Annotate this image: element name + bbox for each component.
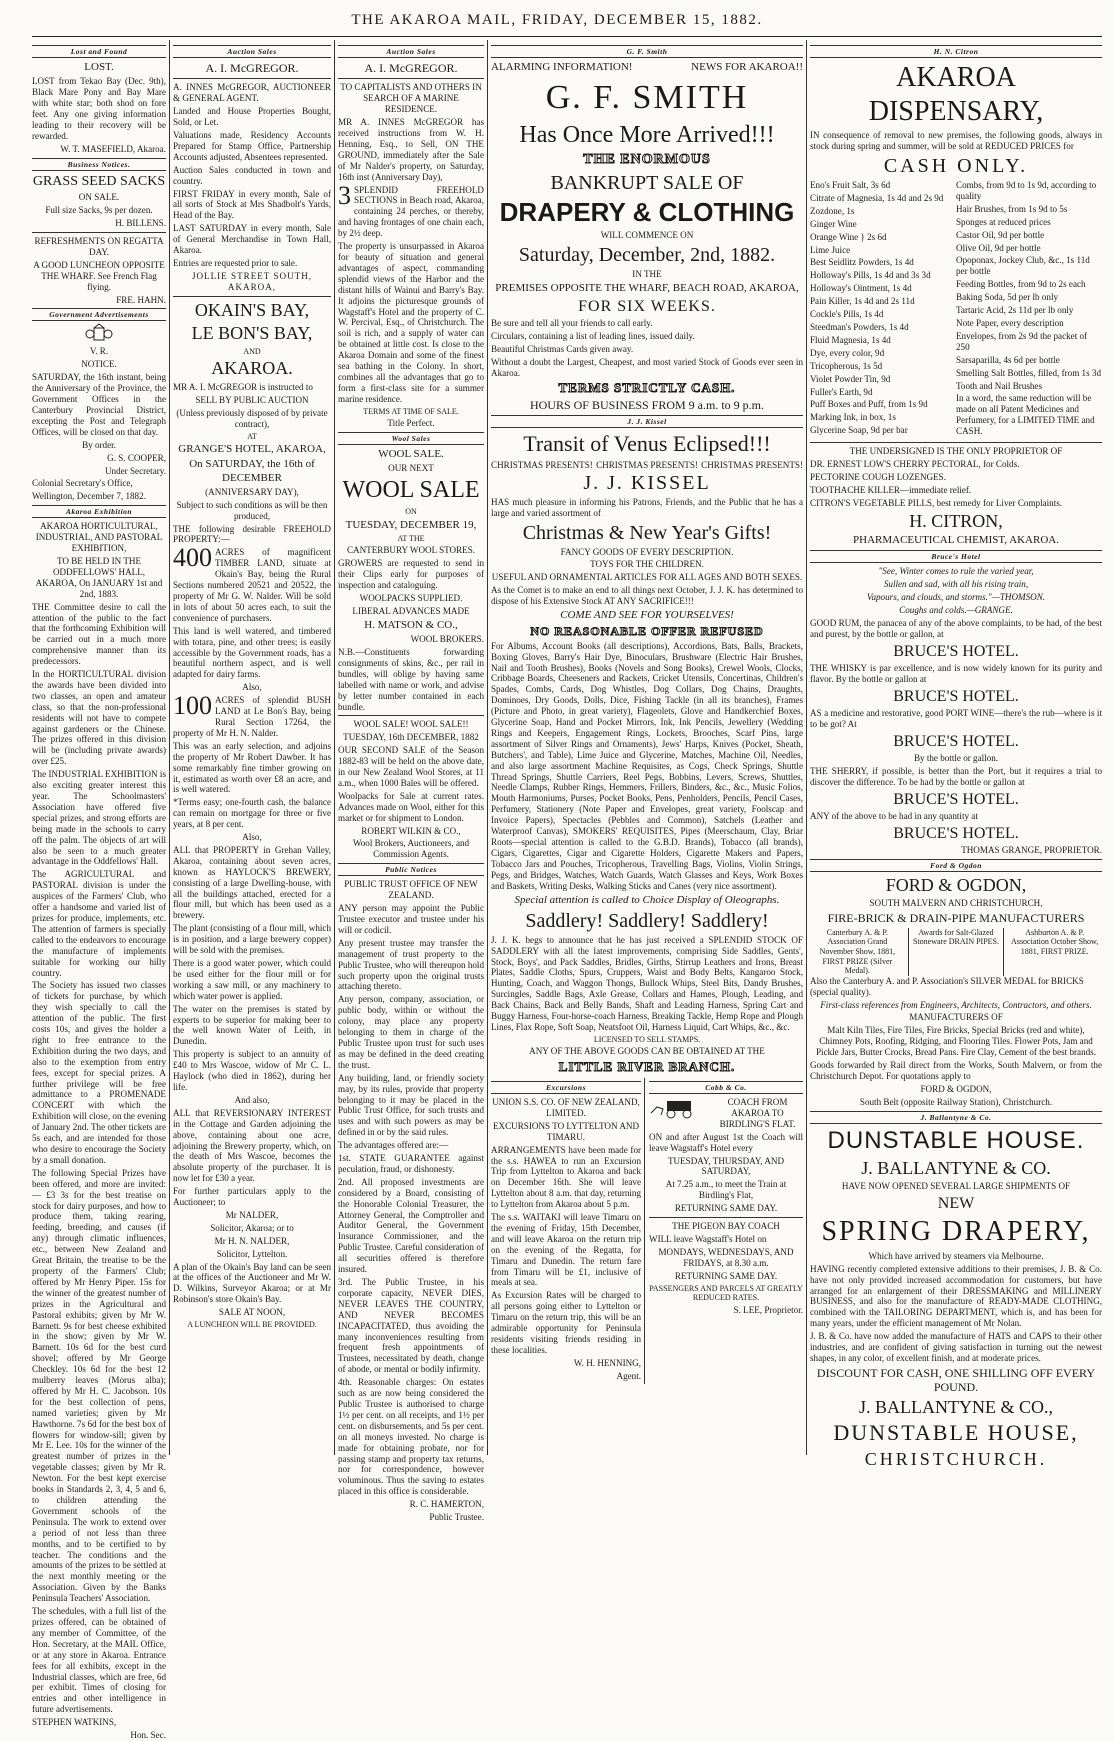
- okain-at: AT: [247, 431, 257, 441]
- lot-number: 400: [173, 543, 212, 573]
- column-divider: [169, 40, 170, 1455]
- price-list-right: [956, 180, 1102, 439]
- wool-next: OUR NEXT: [388, 463, 434, 474]
- exh-paragraph: In the HORTICULTURAL division the awards have been divided into two classes, an open and amateur class, so that the non-professional residents will not have to compete against gardeners or the Chinese. The prizes offered in this division will be (including private awards) over £25.: [32, 669, 166, 767]
- wool-sale-2-date: TUESDAY, 16th DECEMBER, 1882: [343, 732, 479, 743]
- lot-paragraph: The water on the premises is stated by experts to be superior for making beer to the well known Water of Leith, in Dunedin.: [173, 1003, 331, 1047]
- dunstable-house: DUNSTABLE HOUSE.: [827, 1126, 1085, 1154]
- gov-body: SATURDAY, the 16th instant, being the Anniversary of the Province, the Government Offices in the Canterbury Provincial District, excepting the Post and Telegraph Offices, will be closed on that day.: [32, 372, 166, 437]
- alarm: ALARMING INFORMATION!: [491, 61, 633, 73]
- exh-paragraph: The AGRICULTURAL and PASTORAL division is under the auspices of the Farmers' Club, who offer a handsome and varied list of prizes for produce, implements, etc. The attention of farmers is specially called to the endeavors to encourage the manufacture of implements suitable for working our hilly country.: [32, 869, 166, 978]
- liberal: LIBERAL ADVANCES MADE: [352, 605, 470, 616]
- okain-conditions: Subject to such conditions as will be then produced,: [176, 499, 328, 521]
- auction-paragraph: Valuations made, Residency Accounts Prepared for Stamp Office, Partnership Accounts adjusted, Absentees represented.: [173, 130, 331, 162]
- lot-paragraph: This land is well watered, and timbered with totara, pine, and other trees; is easily accessible by the Government roads, has a beautiful northern aspect, and is well adapted for dairy farms.: [173, 625, 331, 680]
- notice-title: NOTICE.: [81, 359, 117, 370]
- any-of-above: ANY OF THE ABOVE GOODS CAN BE OBTAINED AT THE: [529, 1046, 765, 1057]
- saddlery: Saddlery! Saddlery! Saddlery!: [525, 909, 769, 932]
- dispensary: AKAROA DISPENSARY,: [868, 62, 1044, 127]
- refresh-title: REFRESHMENTS ON REGATTA DAY.: [34, 236, 164, 257]
- whisky-paragraph: THE WHISKY is par excellence, and is now widely known for its purity and flavor. By the bottle or gallon at: [810, 662, 1102, 684]
- divider: [649, 1217, 803, 1218]
- okain-sell: SELL BY PUBLIC AUCTION: [195, 394, 309, 405]
- public-trust-paragraph: 4th. Reasonable charges: On estates such as are now being considered the Public Trustee is authorised to charge 1½ per cent. on all receipts, and 1½ per cent. on disbursements, and 5s per cent. on all moneys invested. No charge is made for obtaining probate, nor for passing stamp and property tax returns, nor for correspondence, however voluminous. Thus the saving to estates placed in this office is considerable.: [338, 1377, 484, 1497]
- public-trust-paragraph: 3rd. The Public Trustee, in his corporate capacity, NEVER DIES, NEVER LEAVES THE COUNTRY, AND NEVER BECOMES INCAPACITATED, thus avoiding the many inconveniences resulting from frequent fresh appointments of Trustees, necessitated by death, change of abode, or mental or bodily infirmity.: [338, 1277, 484, 1375]
- also: And also,: [234, 1094, 270, 1105]
- remedy-line: TOOTHACHE KILLER—immediate relief.: [810, 484, 972, 495]
- lot-terms: *Terms easy; one-fourth cash, the balance can remain on mortgage for three or five years, at 8 per cent.: [173, 797, 331, 830]
- auctioneer-name: A. I. McGREGOR.: [205, 61, 299, 75]
- discount: DISCOUNT FOR CASH, ONE SHILLING OFF EVERY POUND.: [816, 1365, 1096, 1395]
- wool-big: WOOL SALE: [342, 477, 480, 504]
- lot-paragraph: There is a good water power, which could be used either for the flour mill or for working a saw mill, or any machinery to which water power is applied.: [173, 958, 331, 1001]
- new: NEW: [937, 1195, 975, 1212]
- price-item: Fluid Magnesia, 1s 4d: [810, 334, 891, 345]
- wool-date: TUESDAY, DECEMBER 19,: [345, 518, 477, 531]
- lot-paragraph: The plant (consisting of a flour mill, which is in position, and a large brewery copper) will be sold with the premises.: [173, 923, 331, 956]
- sections-body: SPLENDID FREEHOLD SECTIONS in Beach road, Akaroa, containing 24 perches, or thereby, and having frontages of one chain each, by 2½ deep.: [338, 184, 484, 239]
- public-trust-signature: Public Trustee.: [429, 1512, 484, 1523]
- solicitor: Mr NALDER,: [225, 1209, 279, 1220]
- returning: RETURNING SAME DAY.: [674, 1270, 778, 1281]
- exh-paragraph: The INDUSTRIAL EXHIBITION is also exciting greater interest this year. The Schoolmasters' Association have offered five special prizes, and strong efforts are being made in the schools to carry off the palm. The objects of art will also be seen to a much greater advantage in the Oddfellows' Hall.: [32, 769, 166, 867]
- public-trust-title: PUBLIC TRUST OFFICE OF NEW ZEALAND.: [344, 879, 478, 901]
- section-header: Akaroa Exhibition: [32, 505, 166, 518]
- okain-date: On SATURDAY, the 16th of DECEMBER: [189, 458, 315, 484]
- ballantyne-sig: J. BALLANTYNE & CO.,: [859, 1396, 1053, 1417]
- grass-body: Full size Sacks, 9s per dozen.: [45, 205, 153, 216]
- wool-on: ON: [405, 507, 417, 517]
- price-item: Glycerine Soap, 9d per bar: [810, 425, 908, 436]
- section-header: Ford & Ogdon: [810, 859, 1102, 872]
- price-item: In a word, the same reduction will be made on all Patent Medicines and Perfumery, for a LIMITED TIME and CASH.: [956, 393, 1095, 437]
- news: NEWS FOR AKAROA!!: [691, 61, 803, 73]
- saddlery-paragraph: J. J. K. begs to announce that he has just received a SPLENDID STOCK OF SADDLERY with all the latest improvements, comprising Side Saddles, Gents', Stock, Boys', and Pack Saddles, Bridles, Girths, Stirrup Leathers and Irons, Breast Plates, Saddle Cloths, Spurs, Cruppers, Waist and Body Belts, Kangaroo Stock, Hunting, Coach, and Waggon Thongs, Bullock Whips, Steel Bits, Dandy Brushes, Surcingles, Saddle Bags, Axle Grease, Collars and Hames, Plough, Leading, and Back Chains, Back and Belly Bands, Shaft and Leading Harness, Spring Cart and Buggy Harness, Four-horse-coach Harness, Breaking Tackle, Hemp Rope and Plough Lines, Flax Rope, Soft Soap, Neatsfoot Oil, Harness Liquid, Cart Whips, &c., &c.: [491, 934, 803, 1032]
- exh-title: AKAROA HORTICULTURAL, INDUSTRIAL, AND PASTORAL EXHIBITION,: [35, 521, 163, 554]
- six-weeks: FOR SIX WEEKS.: [578, 297, 716, 315]
- bruce-hotel: BRUCE'S HOTEL.: [893, 790, 1019, 808]
- lost-title: LOST.: [84, 61, 114, 73]
- price-item: Pain Killer, 1s 4d and 2s 11d: [810, 296, 915, 307]
- also-canterbury: Also the Canterbury A. and P. Association's SILVER MEDAL for BRICKS (special quality).: [810, 975, 1084, 997]
- auction-paragraph: Entries are requested prior to sale.: [173, 257, 298, 268]
- auction-paragraph: Landed and House Properties Bought, Sold, or Let.: [173, 106, 331, 128]
- ballantyne-paragraph: J. B. & Co. have now added the manufacture of HATS and CAPS to their other industries, and are confident of giving satisfaction in turning out the newest shapes, in any color, of excellent finish, and at moderate prices.: [810, 1331, 1102, 1363]
- public-trust-advantages: The advantages offered are:—: [338, 1140, 449, 1151]
- gov-sig: Wellington, December 7, 1882.: [32, 491, 146, 502]
- exh-held: TO BE HELD IN THE ODDFELLOWS' HALL, AKAROA, On JANUARY 1st and 2nd, 1883.: [35, 555, 163, 599]
- excursion-signature: W. H. HENNING,: [573, 1357, 642, 1368]
- price-item: Envelopes, from 2s 9d the packet of 250: [956, 330, 1088, 352]
- column-divider: [806, 40, 807, 1455]
- lot-paragraph: This property is subject to an annuity of £40 to Mrs Wascoe, widow of Mr C. L. Haylock (who died in 1862), during her life.: [173, 1049, 331, 1092]
- ford-name: FORD & OGDON,: [885, 874, 1027, 895]
- terms: TERMS AT TIME OF SALE.: [363, 406, 459, 416]
- vr: V. R.: [89, 346, 109, 357]
- okain-place: GRANGE'S HOTEL, AKAROA,: [178, 443, 326, 456]
- solicitor: Solicitor, Akaroa; or to: [210, 1222, 294, 1233]
- price-item: Opoponax, Jockey Club, &c., 1s 11d per bottle: [956, 255, 1090, 277]
- price-item: Baking Soda, 5d per lb only: [956, 292, 1059, 303]
- kissel-paragraph: HAS much pleasure in informing his Patrons, Friends, and the Public that he has a large and varied assortment of: [491, 496, 803, 518]
- masthead: THE AKAROA MAIL, FRIDAY, DECEMBER 15, 1882.: [351, 12, 763, 28]
- lot-number: 100: [173, 691, 212, 721]
- pigeon-title: THE PIGEON BAY COACH: [672, 1221, 780, 1232]
- little-river: LITTLE RIVER BRANCH.: [558, 1059, 736, 1075]
- lost-signature: W. T. MASEFIELD, Akaroa.: [60, 143, 166, 154]
- auction-paragraph: Auction Sales conducted in town and country.: [173, 164, 331, 186]
- poem-line: Vapours, and clouds, and storms."—THOMSON.: [866, 592, 1046, 603]
- price-item: Smelling Salt Bottles, filled, from 1s 3d: [956, 367, 1101, 378]
- price-item: Marking Ink, in box, 1s: [810, 412, 896, 423]
- bruce-hotel: BRUCE'S HOTEL.: [893, 642, 1019, 660]
- auctioneer-name: A. I. McGREGOR.: [364, 61, 458, 75]
- section-header: Cobb & Co.: [649, 1081, 803, 1094]
- come-and-see: COME AND SEE FOR YOURSELVES!: [560, 609, 734, 622]
- price-item: Orange Wine } 2s 6d: [810, 231, 887, 242]
- gifts: Christmas & New Year's Gifts!: [522, 521, 772, 544]
- premises: PREMISES OPPOSITE THE WHARF, BEACH ROAD, AKAROA,: [495, 281, 799, 294]
- lost-body: LOST from Tekao Bay (Dec. 9th), Black Mare Pony and Bay Mare with white star; both shod on fore feet. Any one giving information leading to their recovery will be rewarded.: [32, 76, 166, 141]
- ballantyne: J. BALLANTYNE & CO.: [861, 1157, 1051, 1178]
- manufacturers-list: Malt Kiln Tiles, Fire Tiles, Fire Bricks, Special Bricks (red and white), Chimney Pots, Roofing, Ridging, and Flooring Tiles. Flower Pots, Jam and Pickle Jars, Butter Crocks, Bread Pans. Fire Clay, Cement of the best brands.: [815, 1025, 1096, 1058]
- ballantyne-paragraph: HAVING recently completed extensive additions to their premises, J. B. & Co. have not only provided increased accommodation for customers, but have arranged for an enlargement of their DRESSMAKING and MILLINERY BUSINESS, and also for the manufacture of READY-MADE CLOTHING, combined with the TAILORING DEPARTMENT, which is, and has been for many years, under the efficient management of Mr Nolan.: [810, 1263, 1102, 1329]
- wool-sale-2: WOOL SALE! WOOL SALE!!: [353, 719, 469, 730]
- grange-proprietor: THOMAS GRANGE, PROPRIETOR.: [961, 844, 1102, 855]
- award-left: Canterbury A. & P. Association Grand November Show, 1881, FIRST PRIZE (Silver Medal).: [819, 927, 896, 976]
- wool-sale: WOOL SALE.: [378, 448, 444, 461]
- public-trust-paragraph: Any present trustee may transfer the management of trust property to the Public Trustee, who will thereupon hold such property upon the original trusts attaching thereto.: [338, 937, 485, 992]
- goods-list: For Albums, Account Books (all descriptions), Accordions, Bats, Balls, Brackets, Boxing Gloves, Barry's Hair Dye, Binoculars, Brushware (Electric Hair Brushes, Nail and Tooth Brushes), Books (Novels and Song Books), Crewel Wools, Clocks, Cribbage Boards, Cheeseners and Rackets, Cricket Utensils, Concertinas, Children's Spades, Combs, Cards, Dog Whistles, Dog Collars, Dog Chains, Draughts, Dominoes, Dry Goods, Dolls, Dice, Fishing Tackle (in all its branches), Frames (Picture and Photo, in great variety), Flageolets, Glove and Handkerchief Boxes, Glycerine Soap, Hand and Pocket Mirrors, Ink, Ink Pencils, Jewellery (Wedding Rings and Keepers, Engagement Rings, Lockets, Brooches, Scarf Pins, large assortment of Silver Rings and Ornaments), Jews' Harps, Knives (Pocket, Sheath, Butchers', and Table), Lime Juice and Glycerine, Matches, Machine Oil, Needles, and also large assortment Machine Requisites, as Cogs, Check Springs, Shuttle Thread Springs, Shuttle Carriers, Reel Pegs, Bobbins, Levers, Screws, Shuttles, Needle Clamps, Rubber Rings, Hemmers, Frillers, Binders, &c., &c., Music Folios, Mouth Harmoniums, Purses, Pocket Books, Pens, Penholders, Pencils, Pencil Cases, Perfumery, Stationery (Note Paper and Envelopes, great variety, Foolscap and Invoice Papers), Spectacles (Pebbles and Common), Satchels (Leather and Waterproof Canvas), SMOKERS' REQUISITES, Pipes (Meerschaum, Clay, Briar Roots—special attention is called to the G.B.D. Brands), Tobacco (all brands), Cigars, Cigarettes, Cigar and Cigarette Holders, Cigarette Makers and Papers, Tobacco Jars and Pouches, Tricopherous, Travelling Bags, Violins, Violin Strings, Pegs, and Bridges, Watches, Watch Guards, Watch Glasses and Keys, Work Boxes and Baskets, Writing Desks, Walking Sticks and Canes (very nice assortment).: [491, 640, 803, 891]
- excursion-title: EXCURSIONS TO LYTTELTON AND TIMARU.: [492, 1120, 640, 1142]
- divider: [32, 232, 166, 233]
- also: Also,: [242, 832, 262, 843]
- section-header: Business Notices.: [32, 158, 166, 171]
- price-item: Feeding Bottles, from 9d to 2s each: [956, 279, 1086, 290]
- masthead-rule: [32, 36, 1102, 37]
- xmas-presents: CHRISTMAS PRESENTS!: [491, 459, 593, 470]
- poem-line: Coughs and colds.—GRANGE.: [899, 605, 1013, 616]
- public-trust-paragraph: ANY person may appoint the Public Trustee executor and trustee under his will or codicil.: [338, 903, 484, 935]
- exh-paragraph: THE Committee desire to call the attention of the public to the fact that the forthcoming Exhibition will be carried out in a much more comprehensive manner than its predecessors.: [32, 601, 166, 667]
- wool-at: AT THE: [397, 533, 425, 543]
- comet: As the Comet is to make an end to all things next October, J. J. K. has determined to dispose of his Extensive Stock AT ANY SACRIFICE!!!: [491, 585, 803, 607]
- oleographs: Special attention is called to Choice Display of Oleographs.: [514, 893, 780, 906]
- price-item: Sponges at reduced prices: [956, 216, 1051, 227]
- okain-heading: OKAIN'S BAY,: [194, 299, 310, 320]
- returning: RETURNING SAME DAY.: [674, 1203, 778, 1214]
- steamers: Which have arrived by steamers via Melbourne.: [868, 1250, 1044, 1261]
- public-trust-paragraph: 2nd. All proposed investments are considered by a Board, consisting of the Honorable Colonial Treasurer, the Attorney General, the Comptroller and Auditor General, the Government Insurance Commissioner, and the Public Trustee. Careful consideration of all securities offered is therefore insured.: [338, 1176, 484, 1275]
- no-reasonable-offer: NO REASONABLE OFFER REFUSED: [530, 624, 764, 639]
- excursion-paragraph: As Excursion Rates will be charged to all persons going either to Lyttelton or Timaru on the return trip, this will be an admirable opportunity for Peninsula residents visiting friends residing in these localities.: [491, 1290, 642, 1355]
- smith-line: Without a doubt the Largest, Cheapest, and most varied Stock of Goods ever seen in Akaroa.: [491, 356, 803, 378]
- stamps: LICENSED TO SELL STAMPS.: [593, 1034, 701, 1044]
- divider: [338, 715, 484, 716]
- bruce-hotel: BRUCE'S HOTEL.: [893, 824, 1019, 842]
- luncheon: A LUNCHEON WILL BE PROVIDED.: [187, 1320, 317, 1330]
- wilkin-sub: Wool Brokers, Auctioneers, and Commission Agents.: [352, 838, 470, 860]
- coach-paragraph: ON and after August 1st the Coach will leave Wagstaff's Hotel every: [649, 1131, 803, 1153]
- title-perfect: Title Perfect.: [387, 418, 435, 429]
- woolpacks: WOOLPACKS SUPPLIED.: [359, 593, 463, 604]
- price-item: Violet Powder Tin, 9d: [810, 373, 891, 384]
- award-right: Ashburton A. & P. Association October Show, 1881, FIRST PRIZE.: [1011, 927, 1099, 956]
- gov-sig: G. S. COOPER,: [107, 452, 166, 463]
- in-the: IN THE: [632, 268, 662, 279]
- bruce-hotel: BRUCE'S HOTEL.: [893, 732, 1019, 750]
- capitalists-title: TO CAPITALISTS AND OTHERS IN SEARCH OF A MARINE RESIDENCE.: [340, 82, 482, 115]
- divider: [173, 78, 331, 79]
- okain-heading: LE BON'S BAY,: [191, 323, 313, 344]
- cash-only: CASH ONLY.: [883, 155, 1029, 177]
- sole-proprietor: THE UNDERSIGNED IS THE ONLY PROPRIETOR OF: [849, 446, 1063, 457]
- section-header: Auction Sales: [338, 45, 484, 58]
- enormous: THE ENORMOUS: [583, 151, 711, 167]
- by-bottle: By the bottle or gallon.: [913, 752, 999, 763]
- price-item: Zozdone, 1s: [810, 205, 855, 216]
- auction-paragraph: FIRST FRIDAY in every month, Sale of all sorts of Stock at Mrs Shadbolt's Yards, Head of the Bay.: [173, 188, 331, 221]
- drapery: DRAPERY & CLOTHING: [499, 196, 795, 227]
- section-header: Public Notices: [338, 863, 484, 876]
- gov-sig: Colonial Secretary's Office,: [32, 478, 133, 489]
- price-item: Eno's Fruit Salt, 3s 6d: [810, 180, 891, 190]
- column-3: [338, 42, 485, 1523]
- okain-unless: (Unless previously disposed of by private contract),: [176, 407, 328, 429]
- kissel-name: J. J. KISSEL: [583, 471, 711, 494]
- matson: H. MATSON & CO.,: [364, 618, 458, 631]
- pigeon-days: MONDAYS, WEDNESDAYS, AND FRIDAYS, at 8.30 a.m.: [658, 1246, 794, 1268]
- divider: [173, 296, 331, 297]
- lot-paragraph: ALL that PROPERTY in Grehan Valley, Akaroa, containing about seven acres, known as HAYLOCK'S BREWERY, consisting of a large Dwelling-house, with all the buildings attached, erected for a flour mill, but which has been used as a brewery.: [173, 844, 331, 921]
- column-divider: [334, 40, 335, 1455]
- plan-notice: A plan of the Okain's Bay land can be seen at the offices of the Auctioneer and Mr W. D. Wilkins, Surveyor Akaroa; or at Mr Robinson's store Okain's Bay.: [173, 1261, 331, 1305]
- column-divider: [487, 40, 488, 1455]
- gov-sig: Under Secretary.: [104, 465, 166, 476]
- price-item: Tricopherous, 1s 5d: [810, 360, 883, 371]
- dunstable-house-2: DUNSTABLE HOUSE,: [833, 1420, 1079, 1446]
- section-header: Wool Sales: [338, 432, 484, 445]
- also: Also,: [242, 682, 262, 693]
- exh-signature: Hon. Sec.: [130, 1730, 166, 1741]
- solicitor: Solicitor, Lyttelton.: [216, 1248, 288, 1259]
- price-item: Puff Boxes and Puff, from 1s 9d: [810, 399, 928, 410]
- lot-paragraph: ALL that REVERSIONARY INTEREST in the Cottage and Garden adjoining the above, containing about one acre, adjoining the Brewery property, which, on the death of Mrs Wascoe, becomes the absolute property of the purchaser. It is now let for £30 a year.: [173, 1107, 331, 1184]
- column-2: [173, 42, 331, 1452]
- public-trust-paragraph: 1st. STATE GUARANTEE against peculation, fraud, or dishonesty.: [338, 1153, 484, 1174]
- smith-date: Saturday, December, 2nd, 1882.: [518, 243, 776, 266]
- references: First-class references from Engineers, Architects, Contractors, and others.: [820, 999, 1092, 1010]
- price-item: Holloway's Pills, 1s 4d and 3s 3d: [810, 270, 931, 281]
- opened: HAVE NOW OPENED SEVERAL LARGE SHIPMENTS OF: [841, 1181, 1071, 1192]
- section-header: Auction Sales: [173, 45, 331, 58]
- ford-address: South Belt (opposite Railway Station), Christchurch.: [859, 1096, 1053, 1107]
- price-item: Fuller's Earth, 9d: [810, 386, 873, 397]
- poem-line: "See, Winter comes to rule the varied year,: [878, 566, 1034, 577]
- column-6: [810, 42, 1102, 1469]
- price-item: Holloway's Ointment, 1s 4d: [810, 283, 912, 294]
- price-item: Cockle's Pills, 1s 4d: [810, 309, 884, 320]
- divider: [810, 442, 1102, 443]
- refresh-body: A GOOD LUNCHEON OPPOSITE THE WHARF. See French Flag flying.: [33, 259, 165, 292]
- auction-paragraph: A. INNES McGREGOR, AUCTIONEER & GENERAL AGENT.: [173, 82, 331, 104]
- public-trust-paragraph: Any building, land, or friendly society may, by its rules, provide that property belonging to it may be placed in the Public Trust Office, for such trusts and uses and with such powers as may be defined in or by the said rules.: [338, 1072, 484, 1138]
- spring-drapery: SPRING DRAPERY,: [821, 1216, 1091, 1248]
- grass-signature: H. BILLENS.: [115, 218, 166, 229]
- section-header: Bruce's Hotel: [810, 550, 1102, 563]
- okain-and: AND: [243, 346, 261, 356]
- wool-body: GROWERS are requested to send in their Clips early for purposes of inspection and cataloguing.: [338, 558, 484, 591]
- excursion-paragraph: The s.s. WAITAKI will leave Timaru on the evening of Friday, 15th December, and will leave Akaroa on the return trip on the evening of the Regatta, for Timaru and Dunedin. The return fare from Timaru will be £1, inclusive of meals at sea.: [491, 1212, 642, 1288]
- price-item: Hair Brushes, from 1s 9d to 5s: [956, 203, 1068, 214]
- xmas-presents: CHRISTMAS PRESENTS!: [701, 459, 803, 470]
- commence: WILL COMMENCE ON: [600, 229, 694, 240]
- citron-name: H. CITRON,: [909, 510, 1003, 531]
- royal-crest-icon: [84, 324, 114, 344]
- chemist: PHARMACEUTICAL CHEMIST, AKAROA.: [853, 534, 1059, 547]
- auction-paragraph: MR A. INNES McGREGOR has received instructions from W. H. Henning, Esq., to Sell, ON THE GROUND, immediately after the Sale of Mr Nalder's property, on Saturday, 16th inst (Anniversary Day),: [338, 117, 484, 182]
- xmas-presents: CHRISTMAS PRESENTS!: [596, 459, 698, 470]
- matson-sub: WOOL BROKERS.: [410, 634, 484, 645]
- poem-line: Sullen and sad, with all his rising train,: [883, 579, 1029, 590]
- nb: N.B.—Constituents forwarding consignments of skins, &c., per rail in bundles, will oblige by having same labelled with name or work, and advise by letter number contained in each bundle.: [338, 646, 484, 712]
- christchurch: CHRISTCHURCH.: [864, 1448, 1048, 1469]
- further-particulars: For further particulars apply to the Auctioneer; to: [173, 1186, 331, 1208]
- malvern: SOUTH MALVERN AND CHRISTCHURCH,: [869, 898, 1043, 909]
- smith-line: Be sure and tell all your friends to call early.: [491, 317, 653, 328]
- wool-place: CANTERBURY WOOL STORES.: [346, 545, 476, 556]
- price-item: Castor Oil, 9d per bottle: [956, 229, 1045, 240]
- useful: USEFUL AND ORNAMENTAL ARTICLES FOR ALL AGES AND BOTH SEXES.: [491, 572, 803, 583]
- exh-paragraph: The Society has issued two classes of tickets for purchase, by which they wish specially to call the attention of the public. The first costs 10s, and gives the holder a right to free entrance to the Exhibition during the two days, and also to the exemption from entry fees, except for special prizes. A further privilege will be free admittance to a PROMENADE CONCERT with which the Exhibition will close, on the evening of January 2nd. The other tickets are 5s each, and are intended for those who desire to encourage the Society by a small donation.: [32, 980, 166, 1165]
- okain-anniv: (ANNIVERSARY DAY),: [205, 486, 299, 497]
- section-header: J. Ballantyne & Co.: [810, 1111, 1102, 1124]
- smith-arrived: Has Once More Arrived!!!: [519, 121, 775, 148]
- coach-at: At 7.25 a.m., to meet the Train at Birdling's Flat,: [665, 1179, 787, 1201]
- public-trust-signature: R. C. HAMERTON,: [409, 1499, 484, 1510]
- okain-heading: AKAROA.: [211, 358, 293, 379]
- section-header: G. F. Smith: [491, 45, 803, 58]
- parcels: PASSENGERS AND PARCELS AT GREATLY REDUCED RATES.: [649, 1283, 803, 1303]
- section-header: Government Advertisements: [32, 308, 166, 321]
- exh-signature: STEPHEN WATKINS,: [32, 1717, 117, 1728]
- bruce-hotel: BRUCE'S HOTEL.: [893, 687, 1019, 705]
- excursion-paragraph: ARRANGEMENTS have been made for the s.s. HAWEA to run an Excursion Trip from Lyttelton to Akaroa and back on December 16th. She will leave Lyttelton about 8 a.m. that day, returning to Lyttelton from Akaroa about 5 p.m.: [491, 1144, 642, 1210]
- wool-sale-2-p2: Woolpacks for Sale at current rates. Advances made on Wool, either for this market or for shipment to London.: [338, 790, 484, 823]
- exh-paragraph: The following Special Prizes have been offered, and more are invited:— £3 3s for the best treatise on stock for dairy purposes, and how to produce them, taking rearing, feeding, breeding, and causes (if any) through climatic influences, etc., between New Zealand and Great Britain, the treatise to be the property of the Farmers' Club; offered by Mr Henry Piper. 15s for the winner of the greatest number of prizes in the Agricultural and Pastoral exhibits; given by Mr W. Barnett. 9s for best cheese exhibited in the show; given by Mr W. Barnett. 10s 6d for the best curd shovel; offered by Mr George Checkley. 10s 6d for the best 12 mulberry leaves (Morus alba); offered by Mr H. C. Jacobson. 10s for the best collection of pens, named varieties; given by Mr Hawthorne. 7s 6d for the best box of flowers for window-sill; given by Mr E. Lee. 10s for the winner of the greatest number of prizes in the vegetable classes; given by Mr R. Newton. For the best kept exercise books in Standards 2, 3, 4, 5 and 6, to children attending the Government schools of the Peninsula. The work to extend over a period of not less than three months, and to be certified to by teacher. The conditions and the amounts of the prizes to be settled at the next monthly meeting or the Association. Given by the Banks Peninsula Teachers' Association.: [32, 1167, 166, 1604]
- lot-body: ACRES of magnificent TIMBER LAND, situate at Okain's Bay, being the Rural Sections numbered 20521 and 20522, the property of Mr G. W. Nalder. Will be sold in lots of about 50 acres each, to suit the convenience of purchasers.: [173, 547, 331, 623]
- coach-icon: [649, 1097, 709, 1119]
- gov-by: By order.: [82, 439, 116, 450]
- terms-cash: TERMS STRICTLY CASH.: [558, 380, 736, 396]
- remedy-line: DR. ERNEST LOW'S CHERRY PECTORAL, for Colds.: [810, 458, 1020, 469]
- lot-body: ACRES of splendid BUSH LAND at Le Bon's Bay, being Rural Section 17264, the property of Mr H. N. Nalder.: [173, 695, 331, 738]
- pigeon-paragraph: WILL leave Wagstaff's Hotel on: [649, 1233, 767, 1244]
- section-header: Lost and Found: [32, 45, 166, 58]
- price-item: Best Seidlitz Powders, 1s 4d: [810, 257, 914, 268]
- public-trust-paragraph: Any person, company, association, or public body, within or without the colony, may place any property belonging to them in charge of the Public Trustee upon trust for such uses as may be defined in the deed creating the trust.: [338, 994, 484, 1070]
- section-header: J. J. Kissel: [491, 415, 803, 428]
- section-header: H. N. Citron: [810, 45, 1102, 58]
- price-list-left: [810, 180, 950, 439]
- rum-paragraph: GOOD RUM, the panacea of any of the above complaints, to be had, of the best and purest, by the bottle or gallon, at: [810, 617, 1102, 639]
- remedy-line: CITRON'S VEGETABLE PILLS, best remedy for Liver Complaints.: [810, 497, 1063, 508]
- price-item: Ginger Wine: [810, 218, 857, 229]
- auction-paragraph: The property is unsurpassed in Akaroa for beauty of situation and general advantages of aspect, commanding splendid views of the Harbor and the distant hills of Wainui and Barry's Bay. It adjoins the picturesque grounds of Wagstaff's Hotel and the property of C. W. Percival, Esq., of Christchurch. The soil is rich, and a supply of water can be obtained at little cost. Is close to the Akaroa Domain and some of the finest sea bathing in the Colony. In short, combines all the advantages that go to form a first-class site for a summer marine residence.: [338, 241, 484, 404]
- smith-line: Beautiful Christmas Cards given away.: [491, 343, 634, 354]
- toys: TOYS FOR THE CHILDREN.: [590, 559, 704, 570]
- award-middle: Awards for Salt-Glazed Stoneware DRAIN PIPES.: [908, 928, 1005, 976]
- smith-line: Circulars, containing a list of leading lines, issued daily.: [491, 330, 695, 341]
- fancy: FANCY GOODS OF EVERY DESCRIPTION.: [560, 546, 734, 557]
- coach-title: COACH FROM AKAROA TO BIRDLING'S FLAT.: [719, 1096, 796, 1129]
- price-item: Lime Juice: [810, 244, 851, 255]
- exh-paragraph: The schedules, with a full list of the prizes offered, can be obtained of any member of Committee, of the Hon. Secretary, at the MAIL Office, or at any store in Akaroa. Entrance fees for all exhibits, except in the Industrial classes, which are free, 6d per exhibit. Times of closing for entries and other intelligence in future advertisements.: [32, 1606, 166, 1715]
- excursion-signature: Agent.: [616, 1370, 642, 1381]
- forwarded: Goods forwarded by Rail direct from the Works, South Malvern, or from the Christchurch Depot. For quotations apply to: [810, 1060, 1102, 1081]
- dispensary-paragraph: IN consequence of removal to new premises, the following goods, always in stock during spring and summer, will be sold at REDUCED PRICES for: [810, 130, 1102, 152]
- port-paragraph: AS a medicine and restorative, good PORT WINE—there's the rub—where is it to be got? At: [810, 707, 1102, 729]
- bankrupt: BANKRUPT SALE OF: [550, 171, 744, 194]
- auction-address: JOLLIE STREET SOUTH, AKAROA,: [191, 270, 313, 292]
- hours: HOURS OF BUSINESS FROM 9 a.m. to 9 p.m.: [529, 398, 765, 413]
- column-1: [32, 42, 166, 1741]
- price-item: Note Paper, every description: [956, 317, 1064, 328]
- price-item: Sarsaparilla, 4s 6d per bottle: [956, 354, 1060, 365]
- any-paragraph: ANY of the above to be had in any quantity at: [810, 810, 978, 821]
- auction-paragraph: LAST SATURDAY in every month, Sale of General Merchandise in Town Hall, Akaroa.: [173, 223, 331, 256]
- price-item: Olive Oil, 9d per bottle: [956, 242, 1041, 253]
- sherry-paragraph: THE SHERRY, if possible, is better than the Port, but it requires a trial to discover the difference. To be had by the bottle or gallon at: [810, 765, 1102, 787]
- sections-number: 3: [338, 180, 351, 210]
- grass-title: GRASS SEED SACKS: [32, 173, 166, 189]
- price-item: Steedman's Powders, 1s 4d: [810, 321, 909, 332]
- price-item: Combs, from 9d to 1s 9d, according to quality: [956, 180, 1097, 201]
- ford-signature: FORD & OGDON,: [920, 1083, 992, 1094]
- price-item: Tartaric Acid, 2s 11d per lb only: [956, 305, 1074, 316]
- solicitor: Mr H. N. NALDER,: [214, 1235, 290, 1246]
- manufacturers-of: MANUFACTURERS OF: [909, 1012, 1003, 1023]
- refresh-signature: FRE. HAHN.: [116, 294, 166, 305]
- union: UNION S.S. CO. OF NEW ZEALAND, LIMITED.: [492, 1096, 640, 1118]
- grass-sale: ON SALE.: [78, 192, 120, 203]
- coach-days: TUESDAY, THURSDAY, AND SATURDAY,: [667, 1155, 785, 1177]
- section-header: Excursions: [491, 1081, 641, 1094]
- smith-name: G. F. SMITH: [545, 79, 749, 117]
- lot-intro: THE following desirable FREEHOLD PROPERTY:—: [173, 523, 331, 545]
- wilkin: ROBERT WILKIN & CO.,: [361, 825, 461, 836]
- price-item: Tooth and Nail Brushes: [956, 380, 1042, 391]
- venus: Transit of Venus Eclipsed!!!: [523, 431, 771, 457]
- price-item: Dye, every color, 9d: [810, 347, 885, 358]
- divider: [338, 78, 484, 79]
- cobb-signature: S. LEE, Proprietor.: [733, 1304, 803, 1315]
- wool-sale-2-body: OUR SECOND SALE of the Season 1882-83 will be held on the above date, in our New Zealand Wool Stores, at 11 a.m., when 1000 Bales will be offered.: [338, 745, 484, 788]
- remedy-line: PECTORINE COUGH LOZENGES.: [810, 471, 946, 482]
- column-4-5: [491, 42, 803, 1452]
- price-item: Citrate of Magnesia, 1s 4d and 2s 9d: [810, 192, 944, 203]
- okain-body: MR A. I. McGREGOR is instructed to: [173, 382, 313, 393]
- sale-at-noon: SALE AT NOON,: [218, 1307, 286, 1318]
- lot-paragraph: This was an early selection, and adjoins the property of Mr Robert Dawber. It has some remarkably fine timber growing on it, estimated as worth over £8 an acre, and is well watered.: [173, 740, 331, 795]
- firebrick: FIRE-BRICK & DRAIN-PIPE MANUFACTURERS: [827, 911, 1085, 926]
